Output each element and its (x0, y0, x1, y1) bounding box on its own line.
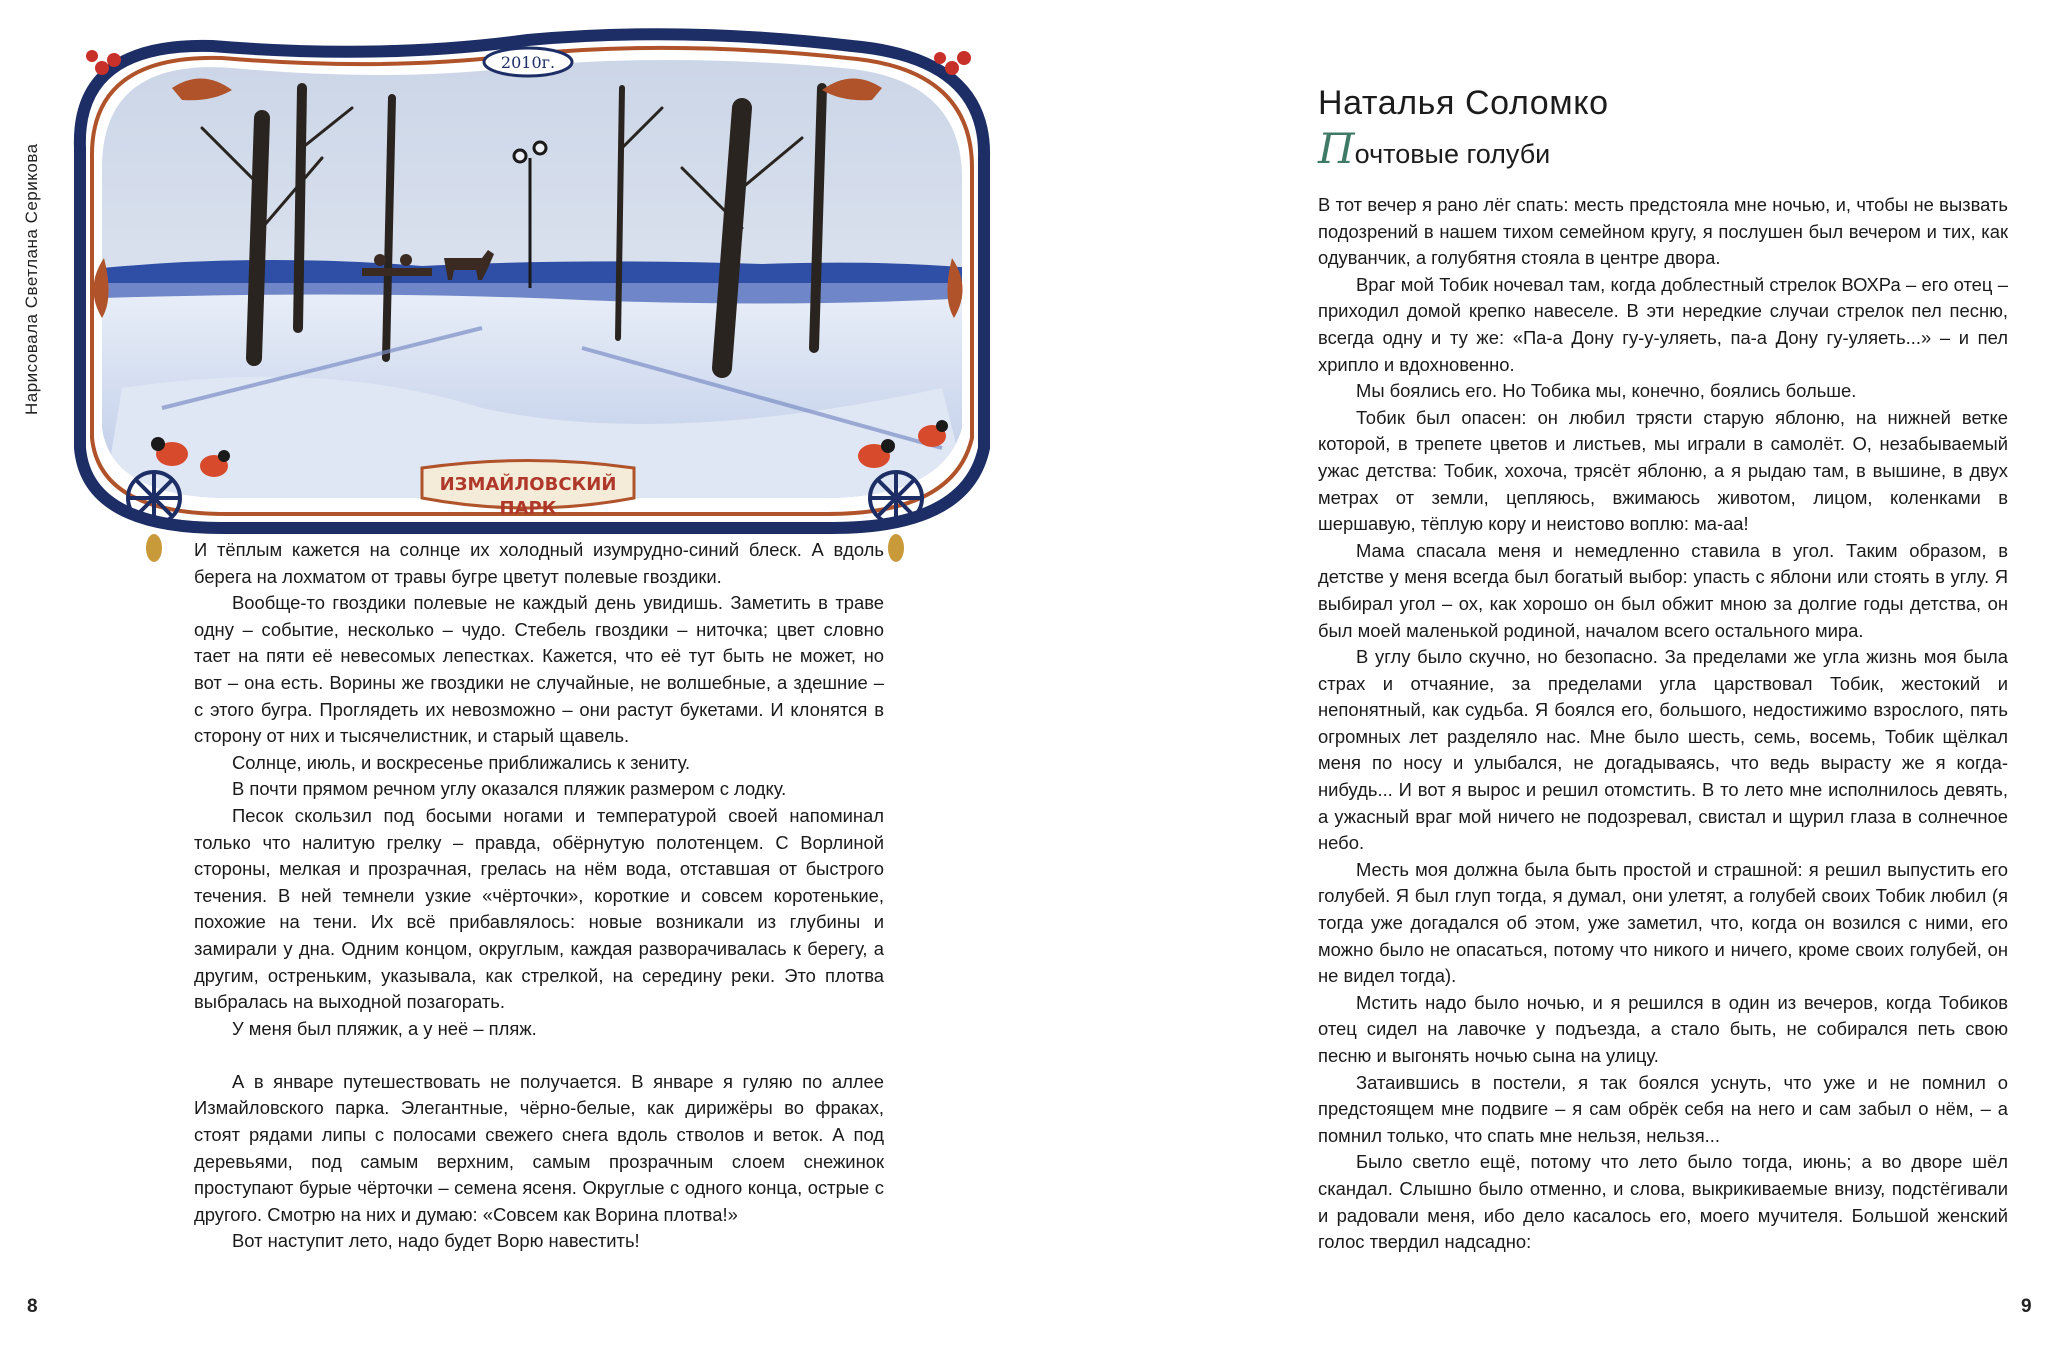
paragraph: Вот наступит лето, надо будет Ворю навестить! (232, 1230, 640, 1252)
right-text-column (1318, 192, 2008, 1256)
winter-park-illustration (62, 28, 994, 568)
paragraph: Песок скользил под босыми ногами и температурой своей напоминал только что налитую грелку – правда, обёрнутую полотенцем. С Ворлиной стороны, мелкая и прозрачная, грелась на нём вода, отставшая от быстрого течения. В ней темнели узкие «чёрточки», короткие и совсем коротенькие, похожие на тени. Их всё прибавлялось: новые возникали из глубины и замирали у дна. Одним концом, округлым, каждая разворачивалась к берегу, а другим, остреньким, указывала, как стрелкой, на середину реки. Это плотва выбралась на выходной позагорать. (194, 804, 884, 1013)
paragraph: Враг мой Тобик ночевал там, когда доблестный стрелок ВОХРа – его отец – приходил домой крепко навеселе. В эти нередкие случаи стрелок пел песню, всегда одну и ту же: «Па-а Дону гу-у-уляеть, па-а Дону гу-уляеть...» – и пел хрипло и вдохновенно. (1318, 273, 2008, 375)
paragraph: А в январе путешествовать не получается. В январе я гуляю по аллее Измайловского парка. Элегантные, чёрно-белые, как дирижёры во фраках, стоят рядами липы с полосами свежего снега вдоль стволов и веток. А под деревьями, под самым верхним, самым прозрачным слоем снежинок проступают бурые чёрточки – семена ясеня. Округлые с одного конца, острые с другого. Смотрю на них и думаю: «Совсем как Ворина плотва!» (194, 1070, 884, 1225)
illustration-caption-line2: ПАРК (499, 498, 557, 519)
paragraph: Тобик был опасен: он любил трясти старую яблоню, на нижней ветке которой, в трепете цветов и листьев, мы играли в самолёт. О, незабываемый ужас детства: Тобик, хохоча, трясёт яблоню, а я рыдаю там, в вышине, в двух метрах от земли, цепляюсь, вжимаюсь животом, лицом, коленками в шершавую, тёплую кору и неистово воплю: ма-аа! (1318, 406, 2008, 535)
paragraph: Затаившись в постели, я так боялся уснуть, что уже и не помнил о предстоящем мне подвиге – я сам обрёк себя на него и сам забыл о нём, – а помнил только, что спать мне нельзя, нельзя... (1318, 1071, 2008, 1146)
paragraph: Мстить надо было ночью, и я решился в один из вечеров, когда Тобиков отец сидел на лавочке у подъезда, а стало быть, не собирался петь свою песню и выгонять ночью сына на улицу. (1318, 991, 2008, 1066)
paragraph: В почти прямом речном углу оказался пляжик размером с лодку. (232, 778, 787, 800)
title-dropcap: П (1318, 124, 1355, 173)
paragraph: Мама спасала меня и немедленно ставила в угол. Таким образом, в детстве у меня всегда был богатый выбор: упасть с яблони или стоять в углу. Я выбирал угол – ох, как хорошо он был обжит мною за долгие годы детства, он был моей маленькой родиной, началом всего остального мира. (1318, 539, 2008, 641)
paragraph: Месть моя должна была быть простой и страшной: я решил выпустить его голубей. Я был глуп тогда, я думал, они улетят, а голубей своих Тобик любил (я тогда уже догадался об этом, уже заметил, что, когда он возился с ними, его можно было не опасаться, потому что никого и ничего, кроме своих голубей, он не видел тогда). (1318, 858, 2008, 987)
paragraph: У меня был пляжик, а у неё – пляж. (232, 1017, 537, 1039)
illustration-caption-line1: ИЗМАЙЛОВСКИЙ (439, 474, 617, 495)
page-number: 9 (2021, 1296, 2032, 1317)
paragraph: В тот вечер я рано лёг спать: месть предстояла мне ночью, и, чтобы не вызвать подозрений в нашем тихом семейном кругу, я послушен был вечером и тих, как одуванчик, а голубятня стояла в центре двора. (1318, 194, 2008, 269)
story-title (1318, 124, 1551, 173)
illustrator-credit: Нарисовала Светлана Серикова (22, 143, 41, 415)
paragraph: В углу было скучно, но безопасно. За пределами же угла жизнь моя была страх и отчаяние, за пределами угла царствовал Тобик, жестокий и непонятный, как судьба. Я боялся его, большого, недостижимо взрослого, пять огромных лет разделяло нас. Мне было шесть, семь, восемь, Тобик щёлкал меня по носу и улыбался, не догадываясь, что ведь вырасту же я когда-нибудь... И вот я вырос и решил отомстить. В то лето мне исполнилось девять, а ужасный враг мой ничего не подозревал, свистал и щурил глаза в солнечное небо. (1318, 646, 2008, 854)
paragraph: Солнце, июль, и воскресенье приближались к зениту. (232, 751, 691, 773)
paragraph: Было светло ещё, потому что лето было тогда, июнь; а во дворе шёл скандал. Слышно было отменно, и слова, выкрикиваемые внизу, подстёгивали и радовали меня, ибо дело касалось его, моего мучителя. Большой женский голос твердил надсадно: (1318, 1151, 2008, 1253)
right-page (1024, 0, 2048, 1351)
author-name: Наталья Соломко (1318, 84, 1609, 122)
section-break (194, 1042, 884, 1069)
paragraph: Мы боялись его. Но Тобика мы, конечно, боялись больше. (1356, 380, 1857, 402)
left-text-column (194, 537, 884, 1255)
illustration-year-label: 2010г. (500, 53, 556, 72)
page-number: 8 (27, 1296, 38, 1317)
title-text: очтовые голуби (1354, 139, 1551, 169)
paragraph: Вообще-то гвоздики полевые не каждый день увидишь. Заметить в траве одну – событие, несколько – чудо. Стебель гвоздики – ниточка; цвет словно тает на пяти её невесомых лепестках. Кажется, что её тут быть не может, но вот – она есть. Ворины же гвоздики не случайные, не волшебные, а здешние – с этого бугра. Проглядеть их невозможно – они растут букетами. И клонятся в сторону от них и тысячелистник, и старый щавель. (194, 592, 884, 747)
paragraph: И тёплым кажется на солнце их холодный изумрудно-синий блеск. А вдоль берега на лохматом от травы бугре цветут полевые гвоздики. (194, 539, 884, 587)
